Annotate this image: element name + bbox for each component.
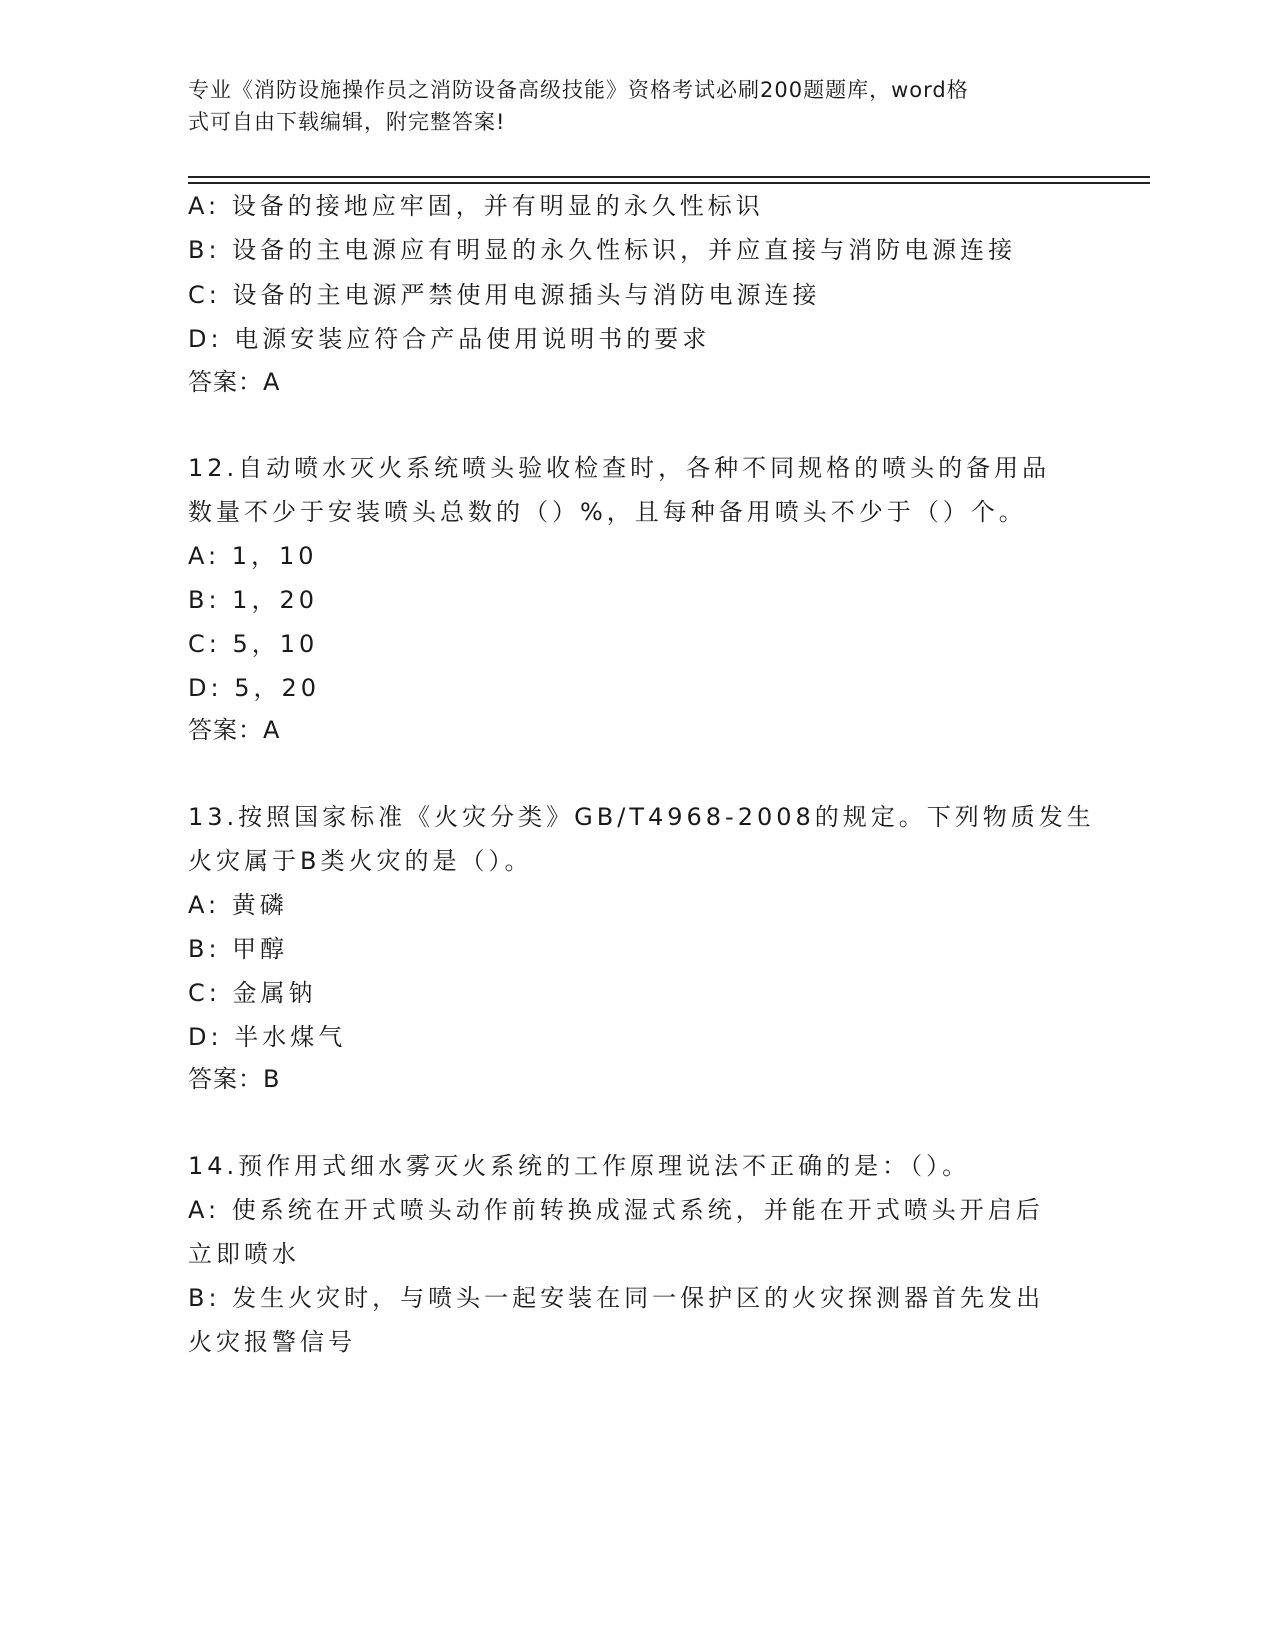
q13-stem-line-1: 13.按照国家标准《火灾分类》GB/T4968-2008的规定。下列物质发生 [188, 803, 1095, 831]
document-header [188, 74, 1068, 138]
q13-option-c: C: 金属钠 [188, 979, 317, 1007]
header-line-2: 式可自由下载编辑，附完整答案! [188, 110, 506, 134]
q13-stem-line-2: 火灾属于B类火灾的是（）。 [188, 847, 533, 875]
q11-option-d: D: 电源安装应符合产品使用说明书的要求 [188, 325, 711, 353]
q12-stem-line-2: 数量不少于安装喷头总数的（）%，且每种备用喷头不少于（）个。 [188, 498, 1027, 526]
q14-option-a-line-1: A: 使系统在开式喷头动作前转换成湿式系统，并能在开式喷头开启后 [188, 1196, 1044, 1224]
header-line-1: 专业《消防设施操作员之消防设备高级技能》资格考试必刷200题题库，word格 [188, 78, 969, 102]
q12-answer: 答案：A [188, 716, 281, 744]
q14-option-a-line-2: 立即喷水 [188, 1240, 300, 1268]
q14-option-b-line-2: 火灾报警信号 [188, 1328, 356, 1356]
q11-answer: 答案：A [188, 368, 281, 396]
q13-answer: 答案：B [188, 1065, 281, 1093]
q12-option-b: B: 1，20 [188, 586, 318, 614]
q11-option-c: C: 设备的主电源严禁使用电源插头与消防电源连接 [188, 281, 821, 309]
q12-option-a: A: 1，10 [188, 542, 318, 570]
q12-option-c: C: 5，10 [188, 630, 319, 658]
q14-stem: 14.预作用式细水雾灭火系统的工作原理说法不正确的是：（）。 [188, 1152, 971, 1180]
q11-option-a: A: 设备的接地应牢固，并有明显的永久性标识 [188, 192, 764, 220]
header-divider-bottom [188, 182, 1150, 184]
q13-option-a: A: 黄磷 [188, 891, 288, 919]
q12-stem-line-1: 12.自动喷水灭火系统喷头验收检查时，各种不同规格的喷头的备用品 [188, 454, 1051, 482]
q12-option-d: D: 5，20 [188, 674, 321, 702]
q13-option-b: B: 甲醇 [188, 935, 289, 963]
q13-option-d: D: 半水煤气 [188, 1023, 347, 1051]
q14-option-b-line-1: B: 发生火灾时，与喷头一起安装在同一保护区的火灾探测器首先发出 [188, 1284, 1045, 1312]
header-divider-top [188, 176, 1150, 178]
q11-option-b: B: 设备的主电源应有明显的永久性标识，并应直接与消防电源连接 [188, 236, 1017, 264]
